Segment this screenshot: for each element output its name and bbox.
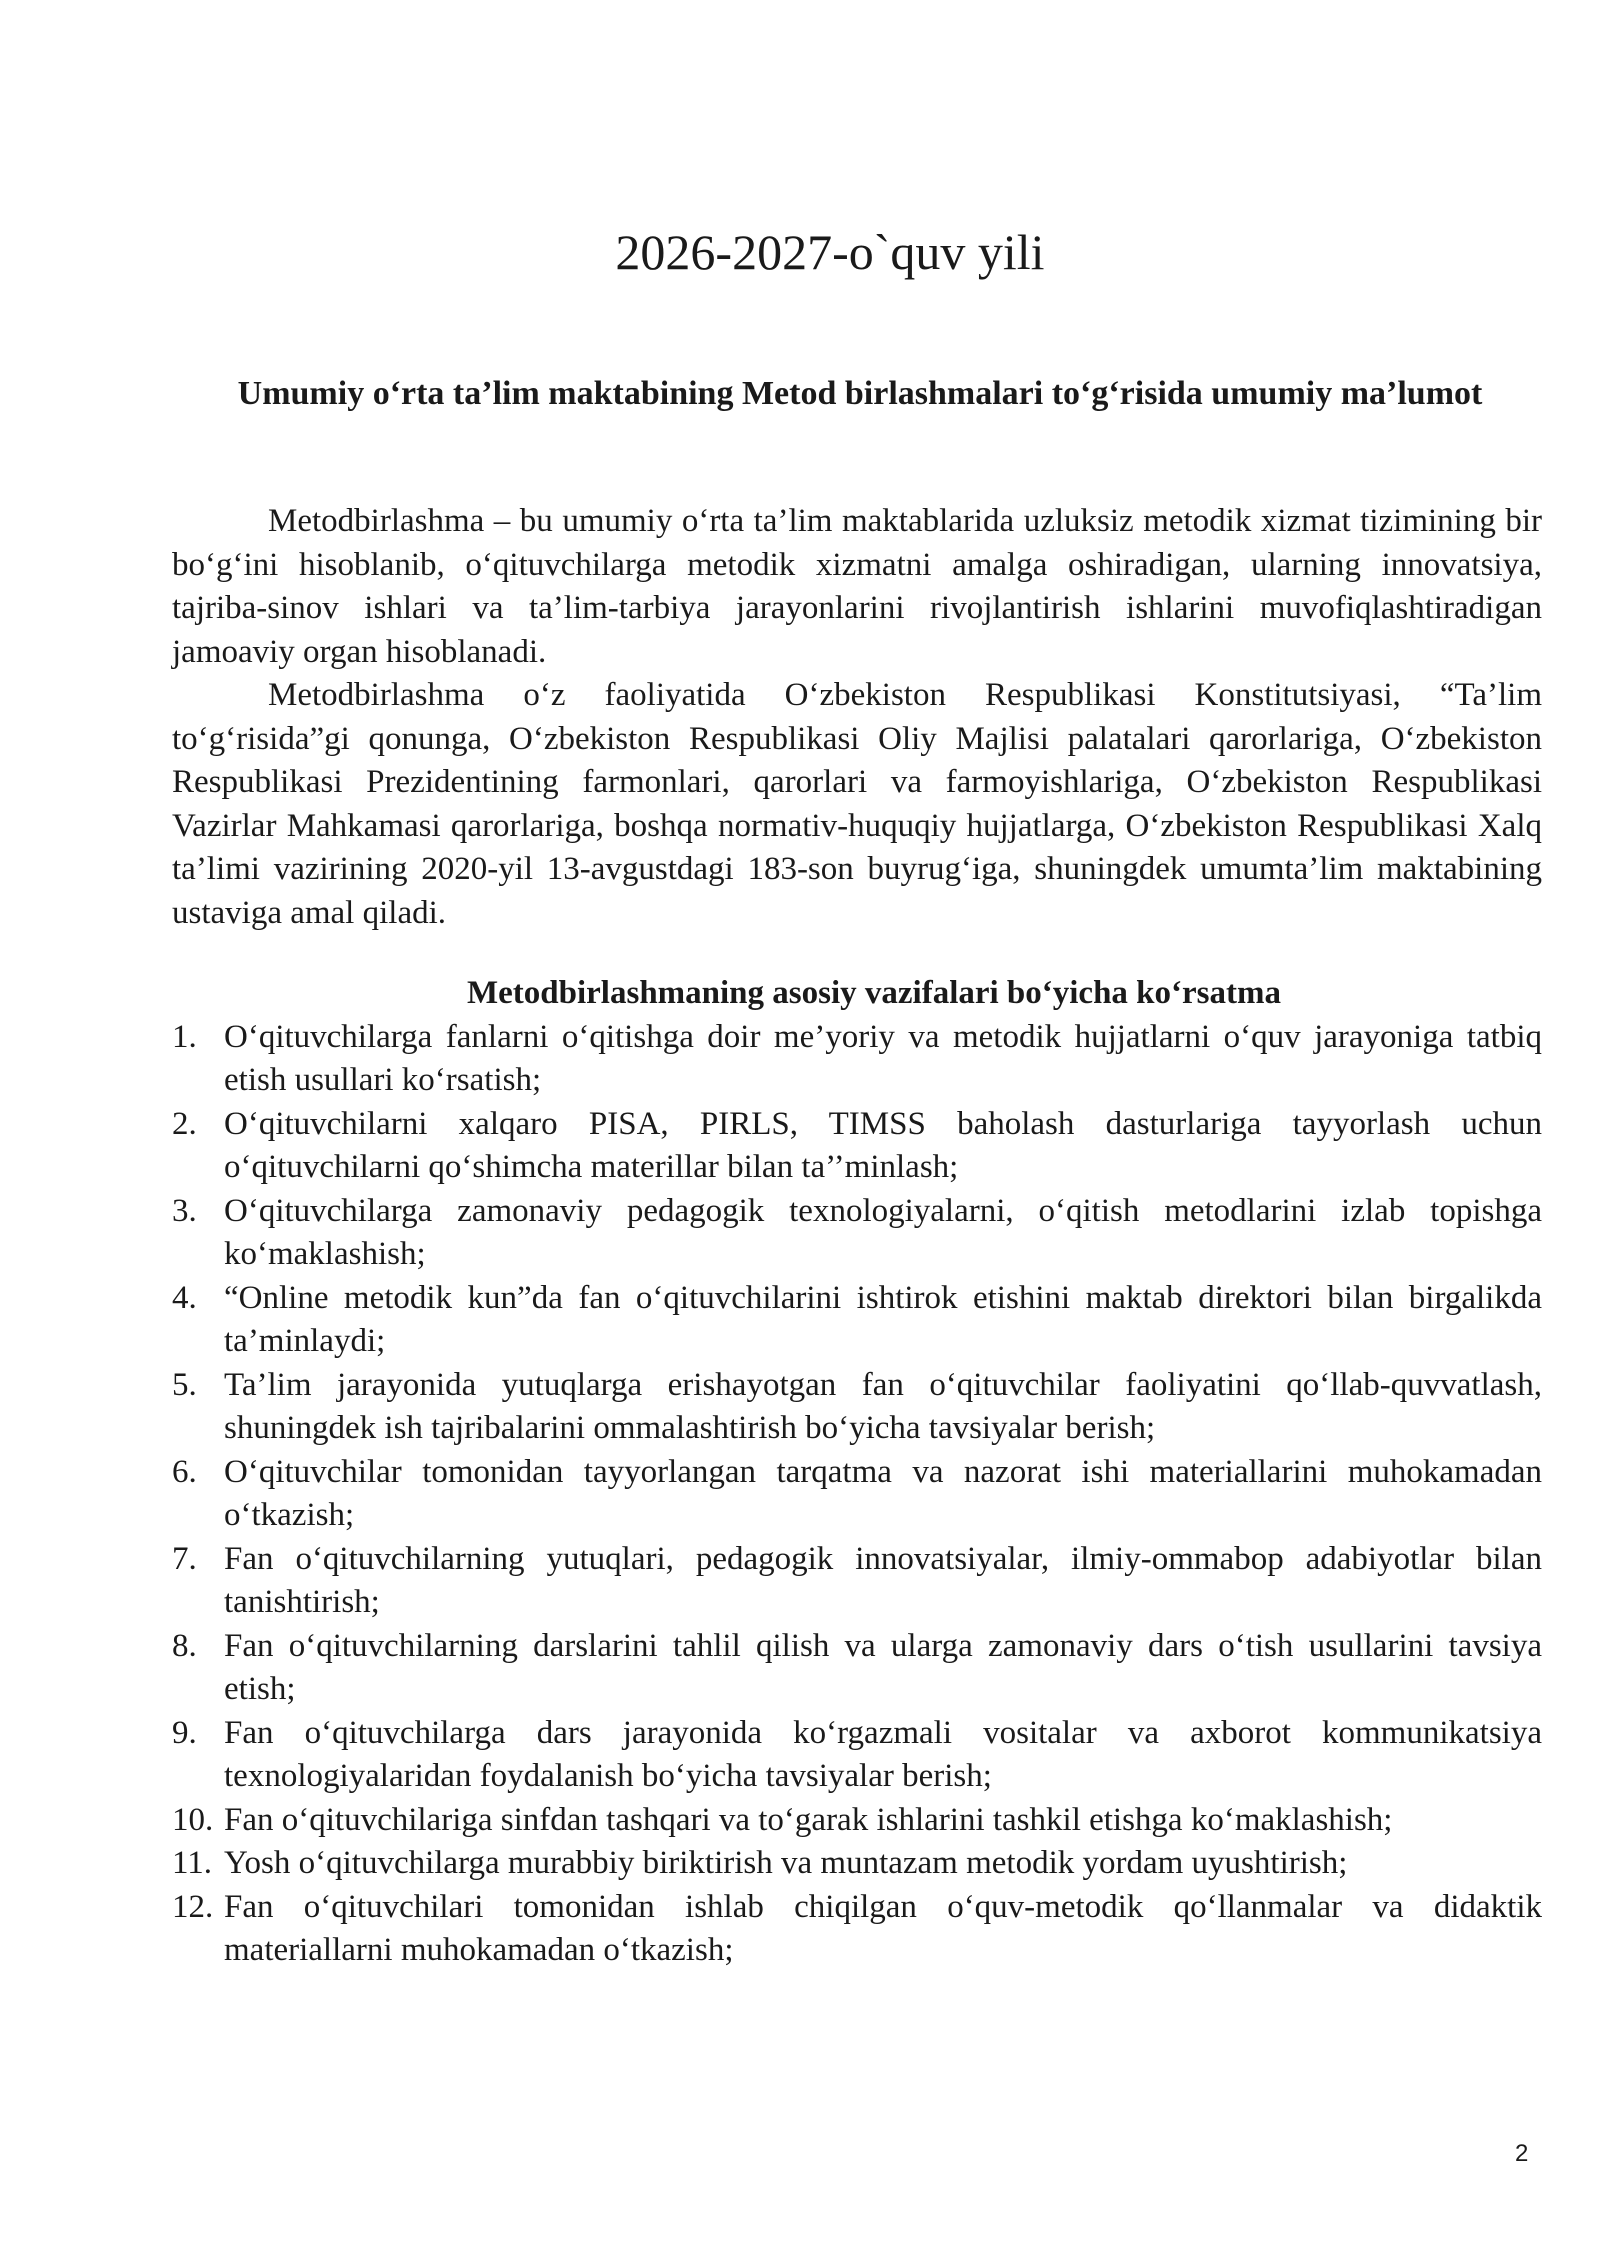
list-item-text: Fan o‘qituvchilarning darslarini tahlil qilish va ularga zamonaviy dars o‘tish usullarini tavsiya etish; bbox=[224, 1627, 1542, 1707]
list-item bbox=[172, 1625, 1542, 1712]
list-item bbox=[172, 1103, 1542, 1190]
list-item-number: 9. bbox=[172, 1714, 197, 1751]
list-item-text: “Online metodik kun”da fan o‘qituvchilarini ishtirok etishini maktab direktori bilan birgalikda ta’minlaydi; bbox=[224, 1279, 1542, 1359]
list-item-text: O‘qituvchilar tomonidan tayyorlangan tarqatma va nazorat ishi materiallarini muhokamadan o‘tkazish; bbox=[224, 1453, 1542, 1533]
list-item-text: Fan o‘qituvchilari tomonidan ishlab chiqilgan o‘quv-metodik qo‘llanmalar va didaktik materiallarni muhokamadan o‘tkazish; bbox=[224, 1888, 1542, 1968]
document-heading: Umumiy o‘rta ta’lim maktabining Metod birlashmalari to‘g‘risida umumiy ma’lumot bbox=[237, 375, 1483, 412]
list-item bbox=[172, 1451, 1542, 1538]
list-item bbox=[172, 1277, 1542, 1364]
tasks-subheading: Metodbirlashmaning asosiy vazifalari bo‘yicha ko‘rsatma bbox=[467, 975, 1281, 1011]
list-item-text: Fan o‘qituvchilarning yutuqlari, pedagogik innovatsiyalar, ilmiy-ommabop adabiyotlar bilan tanishtirish; bbox=[224, 1540, 1542, 1620]
list-item-text: Ta’lim jarayonida yutuqlarga erishayotgan fan o‘qituvchilar faoliyatini qo‘llab-quvvatlash, shuningdek ish tajribalarini ommalashtirish bo‘yicha tavsiyalar berish; bbox=[224, 1366, 1542, 1446]
list-item bbox=[172, 1190, 1542, 1277]
tasks-list bbox=[172, 1016, 1542, 1973]
year-title: 2026-2027-o`quv yili bbox=[615, 224, 1045, 280]
list-item-number: 3. bbox=[172, 1192, 197, 1229]
list-item-text: Fan o‘qituvchilariga sinfdan tashqari va to‘garak ishlarini tashkil etishga ko‘maklashish; bbox=[224, 1801, 1393, 1838]
list-item-number: 10. bbox=[172, 1801, 214, 1838]
paragraph-legal-basis: Metodbirlashma o‘z faoliyatida O‘zbekiston Respublikasi Konstitutsiyasi, “Ta’lim to‘g‘risida”gi qonunga, O‘zbekiston Respublikasi Oliy Majlisi palatalari qarorlariga, O‘zbekiston Respublikasi Prezidentining farmonlari, qarorlari va farmoyishlariga, O‘zbekiston Respublikasi Vazirlar Mahkamasi qarorlariga, boshqa normativ-huquqiy hujjatlarga, O‘zbekiston Respublikasi Xalq ta’limi vazirining 2020-yil 13-avgustdagi 183-son buyrug‘iga, shuningdek umumta’lim maktabining ustaviga amal qiladi. bbox=[172, 677, 1542, 931]
list-item bbox=[172, 1364, 1542, 1451]
list-item bbox=[172, 1886, 1542, 1973]
list-item-text: O‘qituvchilarga fanlarni o‘qitishga doir me’yoriy va metodik hujjatlarni o‘quv jarayoniga tatbiq etish usullari ko‘rsatish; bbox=[224, 1018, 1542, 1098]
page-number: 2 bbox=[1515, 2140, 1529, 2167]
list-item-number: 11. bbox=[172, 1845, 213, 1881]
list-item-number: 4. bbox=[172, 1279, 197, 1316]
list-item-text: Fan o‘qituvchilarga dars jarayonida ko‘rgazmali vositalar va axborot kommunikatsiya texnologiyalaridan foydalanish bo‘yicha tavsiyalar berish; bbox=[224, 1714, 1542, 1794]
list-item bbox=[172, 1712, 1542, 1799]
list-item-text: Yosh o‘qituvchilarga murabbiy biriktirish va muntazam metodik yordam uyushtirish; bbox=[224, 1845, 1348, 1881]
list-item-number: 5. bbox=[172, 1366, 197, 1403]
list-item bbox=[172, 1842, 1542, 1886]
list-item-number: 8. bbox=[172, 1627, 197, 1664]
list-item-number: 12. bbox=[172, 1888, 214, 1925]
list-item bbox=[172, 1799, 1542, 1843]
list-item-number: 1. bbox=[172, 1018, 197, 1055]
list-item-number: 2. bbox=[172, 1105, 197, 1142]
list-item bbox=[172, 1016, 1542, 1103]
list-item-text: O‘qituvchilarni xalqaro PISA, PIRLS, TIMSS baholash dasturlariga tayyorlash uchun o‘qituvchilarni qo‘shimcha materillar bilan ta’’minlash; bbox=[224, 1105, 1542, 1185]
list-item-text: O‘qituvchilarga zamonaviy pedagogik texnologiyalarni, o‘qitish metodlarini izlab topishga ko‘maklashish; bbox=[224, 1192, 1542, 1272]
list-item-number: 7. bbox=[172, 1540, 197, 1577]
list-item-number: 6. bbox=[172, 1453, 197, 1490]
list-item bbox=[172, 1538, 1542, 1625]
paragraph-definition: Metodbirlashma – bu umumiy o‘rta ta’lim maktablarida uzluksiz metodik xizmat tizimining bir bo‘g‘ini hisoblanib, o‘qituvchilarga metodik xizmatni amalga oshiradigan, ularning innovatsiya, tajriba-sinov ishlari va ta’lim-tarbiya jarayonlarini rivojlantirish ishlarini muvofiqlashtiradigan jamoaviy organ hisoblanadi. bbox=[172, 503, 1542, 670]
document-body bbox=[172, 500, 1542, 1973]
